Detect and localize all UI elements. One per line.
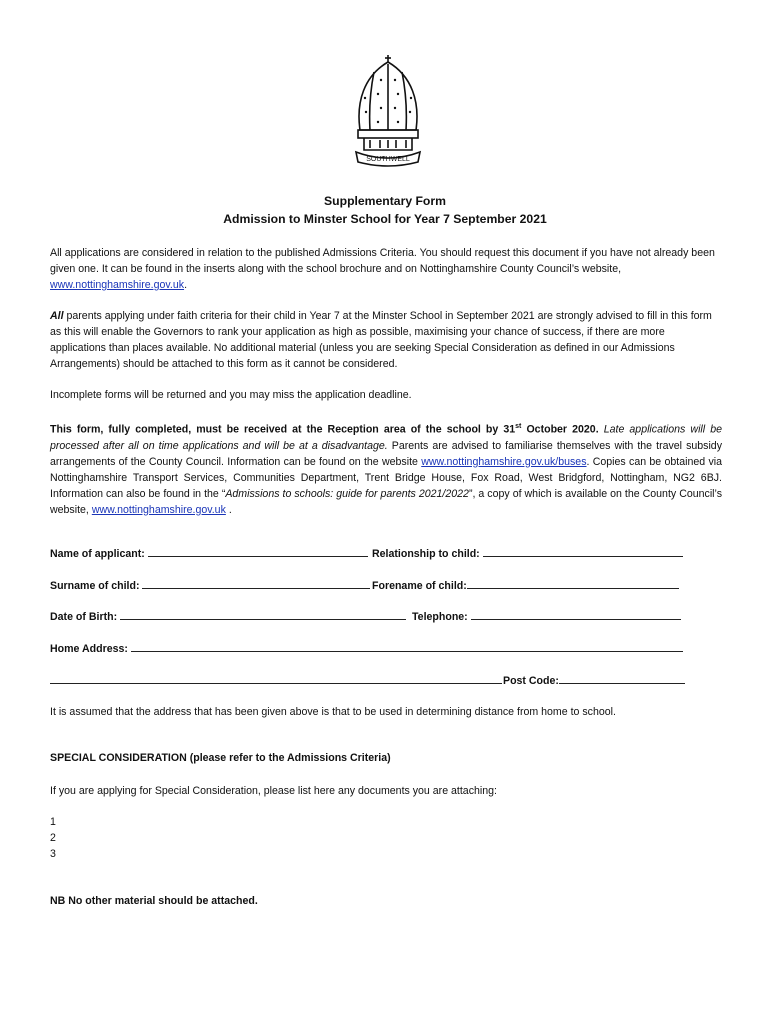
applicant-field[interactable]: Name of applicant: xyxy=(50,546,368,560)
deadline-paragraph: This form, fully completed, must be received at the Reception area of the school by 31st October 2020. Late applications will be processed after all on time applications and will be at a disadvantage. Parents are advised to familiarise themselves with the travel subsidy arrangements of the County Council. Information can be found on the website www.nottinghamshire.gov.uk/buses. Copies can be obtained via Nottinghamshire Transport Services, Communities Department, Trent Bridge House, Fox Road, West Bridgford, Nottingham, NG2 6BJ. Information can also be found in the “Admissions to schools: guide for parents 2021/2022”, a copy of which is available on the County Council’s website, www.nottinghamshire.gov.uk . xyxy=(50,423,722,516)
address-note: It is assumed that the address that has been given above is that to be used in determining distance from home to school. xyxy=(50,706,616,718)
surname-field[interactable]: Surname of child: xyxy=(50,578,370,592)
special-consideration-heading: SPECIAL CONSIDERATION (please refer to the Admissions Criteria) xyxy=(50,752,391,764)
council-website-link[interactable]: www.nottinghamshire.gov.uk xyxy=(50,279,185,291)
forename-field[interactable]: Forename of child: xyxy=(372,578,679,592)
address-line-2[interactable] xyxy=(50,673,502,687)
form-title: Supplementary Form xyxy=(324,194,446,208)
council-website-link-2[interactable]: www.nottinghamshire.gov.uk xyxy=(91,503,226,516)
form-subtitle: Admission to Minster School for Year 7 September 2021 xyxy=(223,212,547,226)
special-consideration-instruction: If you are applying for Special Consideration, please list here any documents you are attaching: xyxy=(50,785,497,797)
svg-text:SOUTHWELL: SOUTHWELL xyxy=(366,156,410,163)
address-field[interactable]: Home Address: xyxy=(50,641,683,655)
attachment-item-1: 1 xyxy=(50,816,56,828)
relationship-field[interactable]: Relationship to child: xyxy=(372,546,683,560)
attachment-item-2: 2 xyxy=(50,832,56,844)
nb-note: NB No other material should be attached. xyxy=(50,895,258,907)
intro-paragraph: All applications are considered in relation to the published Admissions Criteria. You should request this document if you have not already been given one. It can be found in the inserts along with the school brochure and on Nottinghamshire County Council’s website, www.nottinghamshire.gov.uk. xyxy=(50,247,715,291)
telephone-field[interactable]: Telephone: xyxy=(412,609,681,623)
postcode-field[interactable]: Post Code: xyxy=(503,673,685,687)
attachment-item-3: 3 xyxy=(50,848,56,860)
faith-paragraph: All parents applying under faith criteria for their child in Year 7 at the Minster School in September 2021 are strongly advised to fill in this form as this will enable the Governors to rank your application as high as possible, maximising your chance of success, if there are more applications than places available. No additional material (unless you are seeking Special Consideration as defined in our Admissions Arrangements) should be attached to this form as it cannot be considered. xyxy=(50,310,712,370)
dob-field[interactable]: Date of Birth: xyxy=(50,609,406,623)
faith-lead: All xyxy=(50,310,64,322)
incomplete-notice: Incomplete forms will be returned and you may miss the application deadline. xyxy=(50,389,412,401)
school-crest-logo xyxy=(352,52,424,168)
buses-link[interactable]: www.nottinghamshire.gov.uk/buses xyxy=(421,455,587,468)
